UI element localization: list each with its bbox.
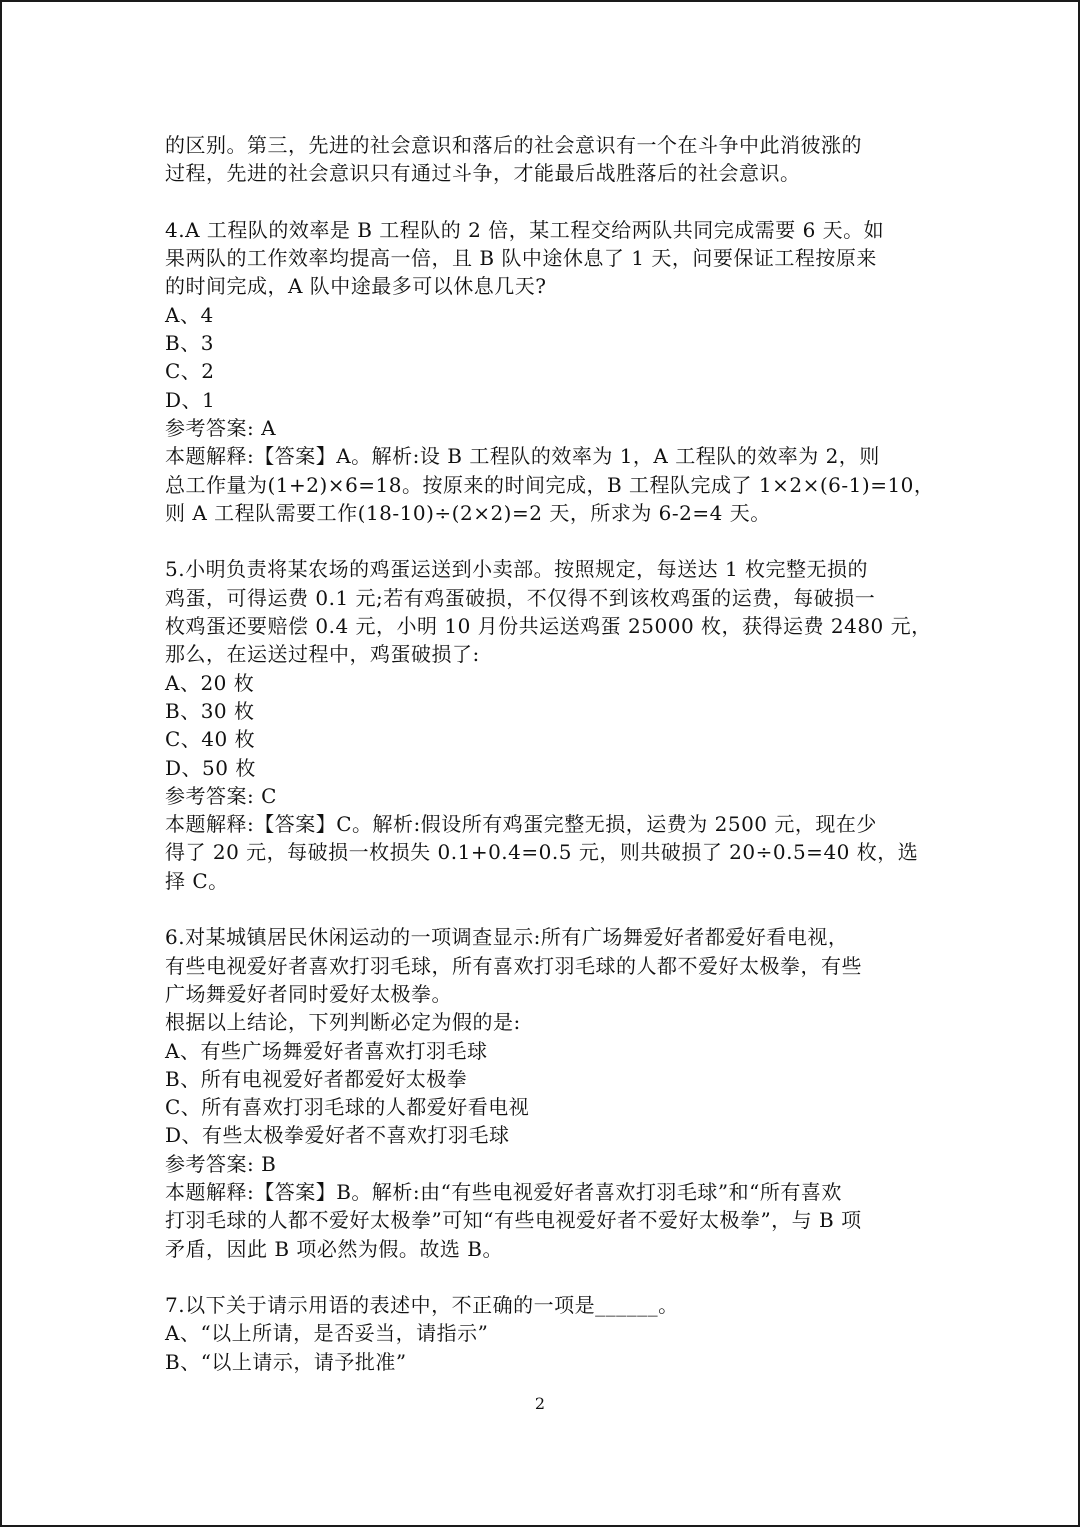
question-stem-line: 的时间完成，A 队中途最多可以休息几天?: [165, 274, 547, 299]
option-d: D、50 枚: [165, 755, 256, 780]
question-stem-line: 广场舞爱好者同时爱好太极拳。: [165, 981, 452, 1006]
paragraph-gap: [165, 1263, 925, 1291]
question-stem-line: 4.A 工程队的效率是 B 工程队的 2 倍，某工程交给两队共同完成需要 6 天。如: [165, 217, 885, 242]
option-c: C、所有喜欢打羽毛球的人都爱好看电视: [165, 1095, 530, 1120]
question-stem-line: 5.小明负责将某农场的鸡蛋运送到小卖部。按照规定，每送达 1 枚完整无损的: [165, 557, 869, 582]
option-c: C、40 枚: [165, 727, 256, 752]
reference-answer: 参考答案: C: [165, 783, 277, 808]
intro-line: 的区别。第三，先进的社会意识和落后的社会意识有一个在斗争中此消彼涨的: [165, 133, 862, 157]
explanation-line: 择 C。: [165, 868, 229, 893]
explanation-line: 得了 20 元，每破损一枚损失 0.1+0.4=0.5 元，则共破损了 20÷0.5=40 枚，选: [165, 840, 919, 865]
paragraph-gap: [165, 895, 925, 923]
option-a: A、4: [165, 302, 214, 327]
reference-answer: 参考答案: A: [165, 415, 277, 440]
option-b: B、30 枚: [165, 698, 255, 723]
reference-answer: 参考答案: B: [165, 1151, 277, 1176]
intro-paragraph: [165, 131, 925, 188]
question-stem-line: 枚鸡蛋还要赔偿 0.4 元，小明 10 月份共运送鸡蛋 25000 枚，获得运费 2480 元，: [165, 614, 932, 639]
option-b: B、3: [165, 331, 214, 356]
explanation-line: 则 A 工程队需要工作(18-10)÷(2×2)=2 天，所求为 6-2=4 天。: [165, 500, 771, 525]
option-d: D、1: [165, 387, 216, 412]
page-number: 2: [534, 1394, 546, 1413]
paragraph-gap: [165, 188, 925, 216]
page-content: [165, 131, 935, 1376]
question-7: [165, 1291, 925, 1376]
intro-line: 过程，先进的社会意识只有通过斗争，才能最后战胜落后的社会意识。: [165, 161, 801, 186]
question-stem-line: 6.对某城镇居民休闲运动的一项调查显示:所有广场舞爱好者都爱好看电视，: [165, 925, 849, 950]
question-5: [165, 555, 932, 895]
explanation-line: 本题解释:【答案】A。解析:设 B 工程队的效率为 1，A 工程队的效率为 2，则: [165, 444, 880, 469]
option-a: A、20 枚: [165, 670, 255, 695]
explanation-line: 总工作量为(1+2)×6=18。按原来的时间完成，B 工程队完成了 1×2×(6-1)=10，: [165, 472, 935, 497]
question-stem-line: 有些电视爱好者喜欢打羽毛球，所有喜欢打羽毛球的人都不爱好太极拳，有些: [165, 953, 862, 978]
explanation-line: 本题解释:【答案】B。解析:由“有些电视爱好者喜欢打羽毛球”和“所有喜欢: [165, 1179, 842, 1204]
option-a: A、有些广场舞爱好者喜欢打羽毛球: [165, 1038, 488, 1063]
question-stem-line: 果两队的工作效率均提高一倍，且 B 队中途休息了 1 天，问要保证工程按原来: [165, 246, 877, 271]
explanation-line: 打羽毛球的人都不爱好太极拳”可知“有些电视爱好者不爱好太极拳”，与 B 项: [165, 1208, 862, 1233]
explanation-line: 矛盾，因此 B 项必然为假。故选 B。: [165, 1236, 503, 1261]
option-a: A、“以上所请，是否妥当，请指示”: [165, 1321, 489, 1346]
explanation-line: 本题解释:【答案】C。解析:假设所有鸡蛋完整无损，运费为 2500 元，现在少: [165, 812, 877, 837]
question-6: [165, 923, 925, 1263]
option-c: C、2: [165, 359, 215, 384]
option-b: B、所有电视爱好者都爱好太极拳: [165, 1066, 468, 1091]
question-stem-line: 7.以下关于请示用语的表述中，不正确的一项是______。: [165, 1293, 679, 1318]
paragraph-gap: [165, 527, 925, 555]
question-stem-line: 那么，在运送过程中，鸡蛋破损了:: [165, 642, 480, 667]
question-4: [165, 216, 935, 527]
question-stem-line: 鸡蛋，可得运费 0.1 元;若有鸡蛋破损，不仅得不到该枚鸡蛋的运费，每破损一: [165, 585, 876, 610]
question-stem-line: 根据以上结论，下列判断必定为假的是:: [165, 1010, 521, 1035]
option-b: B、“以上请示，请予批准”: [165, 1349, 407, 1374]
option-d: D、有些太极拳爱好者不喜欢打羽毛球: [165, 1123, 510, 1148]
